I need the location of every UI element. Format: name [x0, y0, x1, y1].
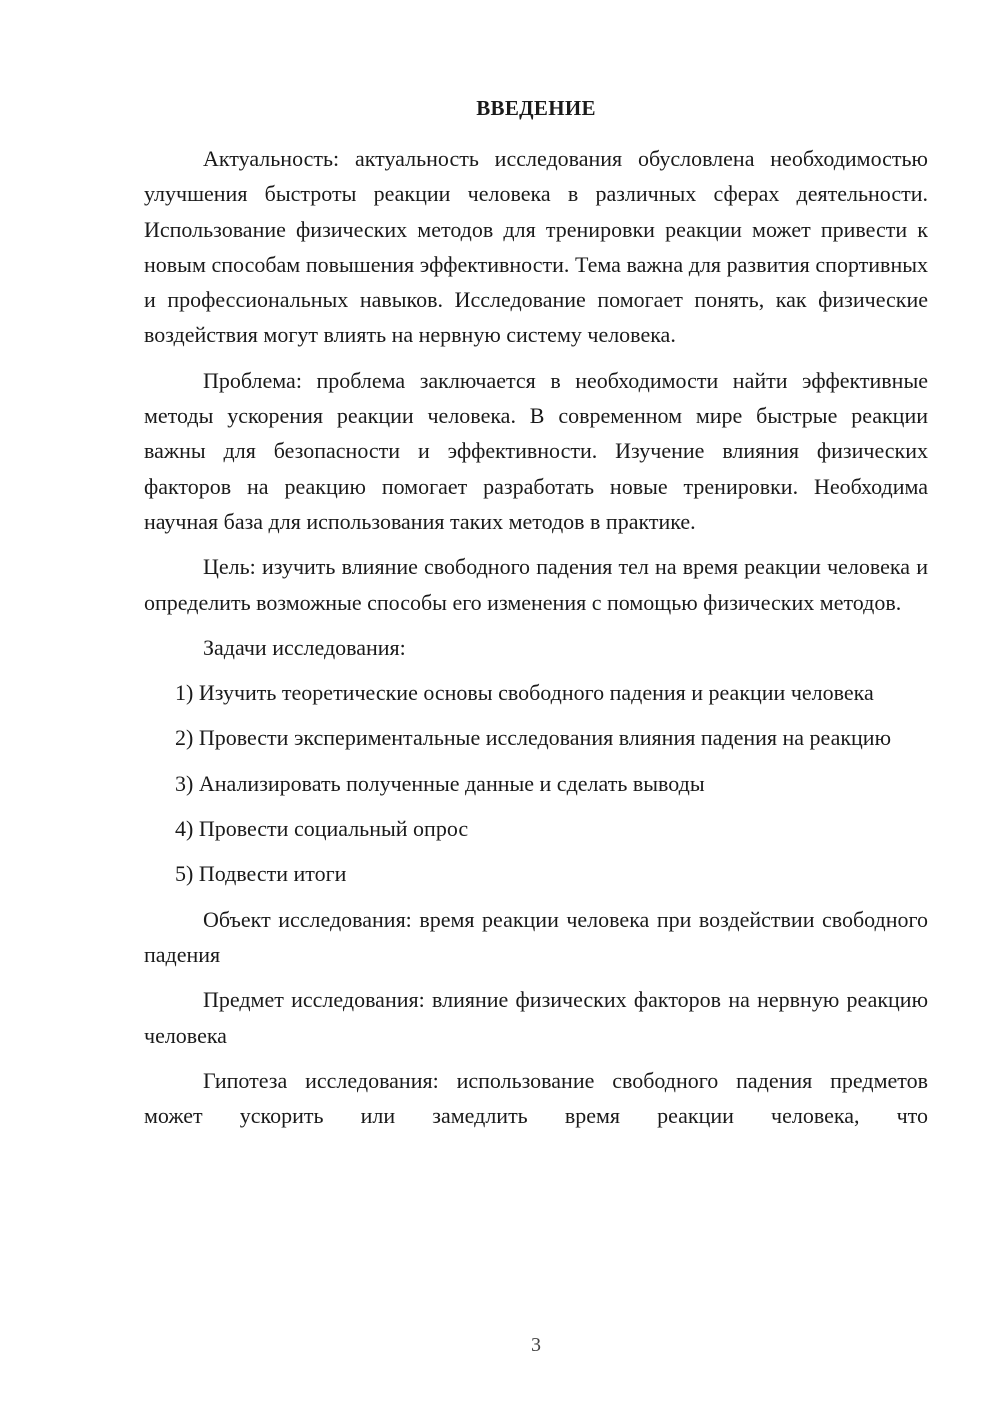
paragraph-subject: Предмет исследования: влияние физических факторов на нервную реакцию человека: [144, 987, 928, 1048]
task-item-5: 5) Подвести итоги: [175, 861, 347, 887]
task-item-3: 3) Анализировать полученные данные и сделать выводы: [175, 770, 705, 796]
body-text: [144, 141, 928, 1143]
paragraph-problem: Проблема: проблема заключается в необходимости найти эффективные методы ускорения реакции человека. В современном мире быстрые реакции важны для безопасности и эффективности. Изучение влияния физических факторов на реакцию помогает разработать новые тренировки. Необходима научная база для использования таких методов в практике.: [144, 367, 928, 534]
task-item-1: 1) Изучить теоретические основы свободного падения и реакции человека: [175, 680, 874, 706]
task-item-4: 4) Провести социальный опрос: [175, 816, 469, 842]
paragraph-relevance: Актуальность: актуальность исследования обусловлена необходимостью улучшения быстроты реакции человека в различных сферах деятельности. Использование физических методов для тренировки реакции может привести к новым способам повышения эффективности. Тема важна для развития спортивных и профессиональных навыков. Исследование помогает понять, как физические воздействия могут влиять на нервную систему человека.: [144, 146, 928, 348]
paragraph-goal: Цель: изучить влияние свободного падения тел на время реакции человека и определить возможные способы его изменения с помощью физических методов.: [144, 554, 928, 615]
paragraph-object: Объект исследования: время реакции человека при воздействии свободного падения: [144, 906, 928, 967]
paragraph-hypothesis: Гипотеза исследования: использование свободного падения предметов может ускорить или замедлить время реакции человека, что: [144, 1067, 928, 1129]
task-item-2: 2) Провести экспериментальные исследования влияния падения на реакцию: [175, 725, 892, 751]
tasks-title: Задачи исследования:: [203, 634, 406, 660]
section-heading: ВВЕДЕНИЕ: [476, 96, 596, 120]
page-number: 3: [531, 1334, 541, 1356]
